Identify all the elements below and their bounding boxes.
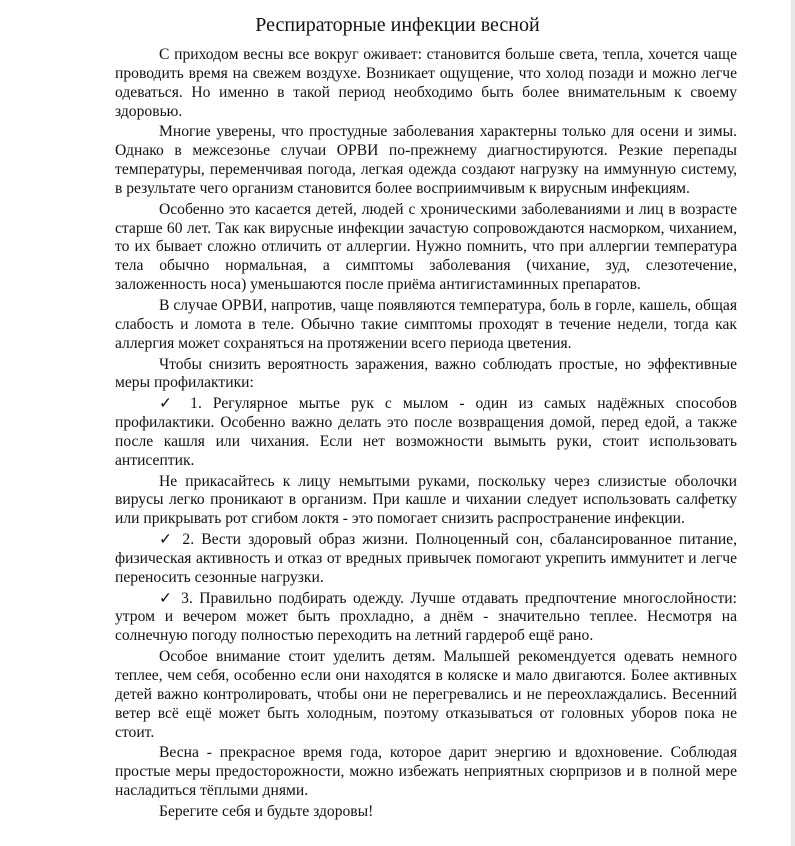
document-body [115,46,737,824]
paragraph-intro: С приходом весны все вокруг оживает: становится больше света, тепла, хочется чаще проводить время на свежем воздухе. Возникает ощущение, что холод позади и можно легче одеваться. Но именно в такой период необходимо быть более внимательным к своему здоровью. [115,46,737,120]
list-item-clothing: ✓ 3. Правильно подбирать одежду. Лучше отдавать предпочтение многослойности: утром и вечером может быть прохладно, а днём - значительно теплее. Несмотря на солнечную погоду полностью переходить на летний гардероб ещё рано. [115,589,737,645]
list-item-healthy-lifestyle: ✓ 2. Вести здоровый образ жизни. Полноценный сон, сбалансированное питание, физическая активность и отказ от вредных привычек помогают укрепить иммунитет и легче переносить сезонные нагрузки. [115,531,737,586]
paragraph-closing: Берегите себя и будьте здоровы! [159,802,374,820]
list-item-hand-washing: ✓ 1. Регулярное мытье рук с мылом - один из самых надёжных способов профилактики. Особенно важно делать это после возвращения домой, перед едой, а также после кашля или чихания. Если нет возможности вымыть руки, стоит использовать антисептик. [115,395,737,469]
document-title: Респираторные инфекции весной [255,14,540,36]
paragraph-seasonal-myths: Многие уверены, что простудные заболевания характерны только для осени и зимы. Однако в межсезонье случаи ОРВИ по-прежнему диагностируются. Резкие перепады температуры, переменчивая погода, легкая одежда создают нагрузку на иммунную систему, в результате чего организм становится более восприимчивым к вирусным инфекциям. [115,123,737,197]
page-edge-shadow [791,0,795,846]
paragraph-orvi-symptoms: В случае ОРВИ, напротив, чаще появляются температура, боль в горле, кашель, общая слабость и ломота в теле. Обычно такие симптомы проходят в течение недели, тогда как аллергия может сохраняться на протяжении всего периода цветения. [115,296,737,352]
paragraph-face-touching: Не прикасайтесь к лицу немытыми руками, поскольку через слизистые оболочки вирусы легко проникают в организм. При кашле и чихании следует использовать салфетку или прикрывать рот сгибом локтя - это помогает снизить распространение инфекции. [115,472,737,528]
paragraph-children: Особое внимание стоит уделить детям. Малышей рекомендуется одевать немного теплее, чем себя, особенно если они находятся в коляске и мало двигаются. Более активных детей важно контролировать, чтобы они не перегревались и не переохлаждались. Весенний ветер всё ещё может быть холодным, поэтому отказываться от головных уборов пока не стоит. [115,648,737,741]
paragraph-risk-groups: Особенно это касается детей, людей с хроническими заболеваниями и лиц в возрасте старше 60 лет. Так как вирусные инфекции зачастую сопровождаются насморком, чиханием, то их бывает сложно отличить от аллергии. Нужно помнить, что при аллергии температура тела обычно нормальная, а симптомы заболевания (чихание, зуд, слезотечение, заложенность носа) уменьшаются после приёма антигистаминных препаратов. [115,200,737,294]
paragraph-conclusion: Весна - прекрасное время года, которое дарит энергию и вдохновение. Соблюдая простые меры предосторожности, можно избежать неприятных сюрпризов и в полной мере насладиться тёплыми днями. [115,744,737,800]
paragraph-prevention-intro: Чтобы снизить вероятность заражения, важно соблюдать простые, но эффективные меры профилактики: [115,355,737,392]
